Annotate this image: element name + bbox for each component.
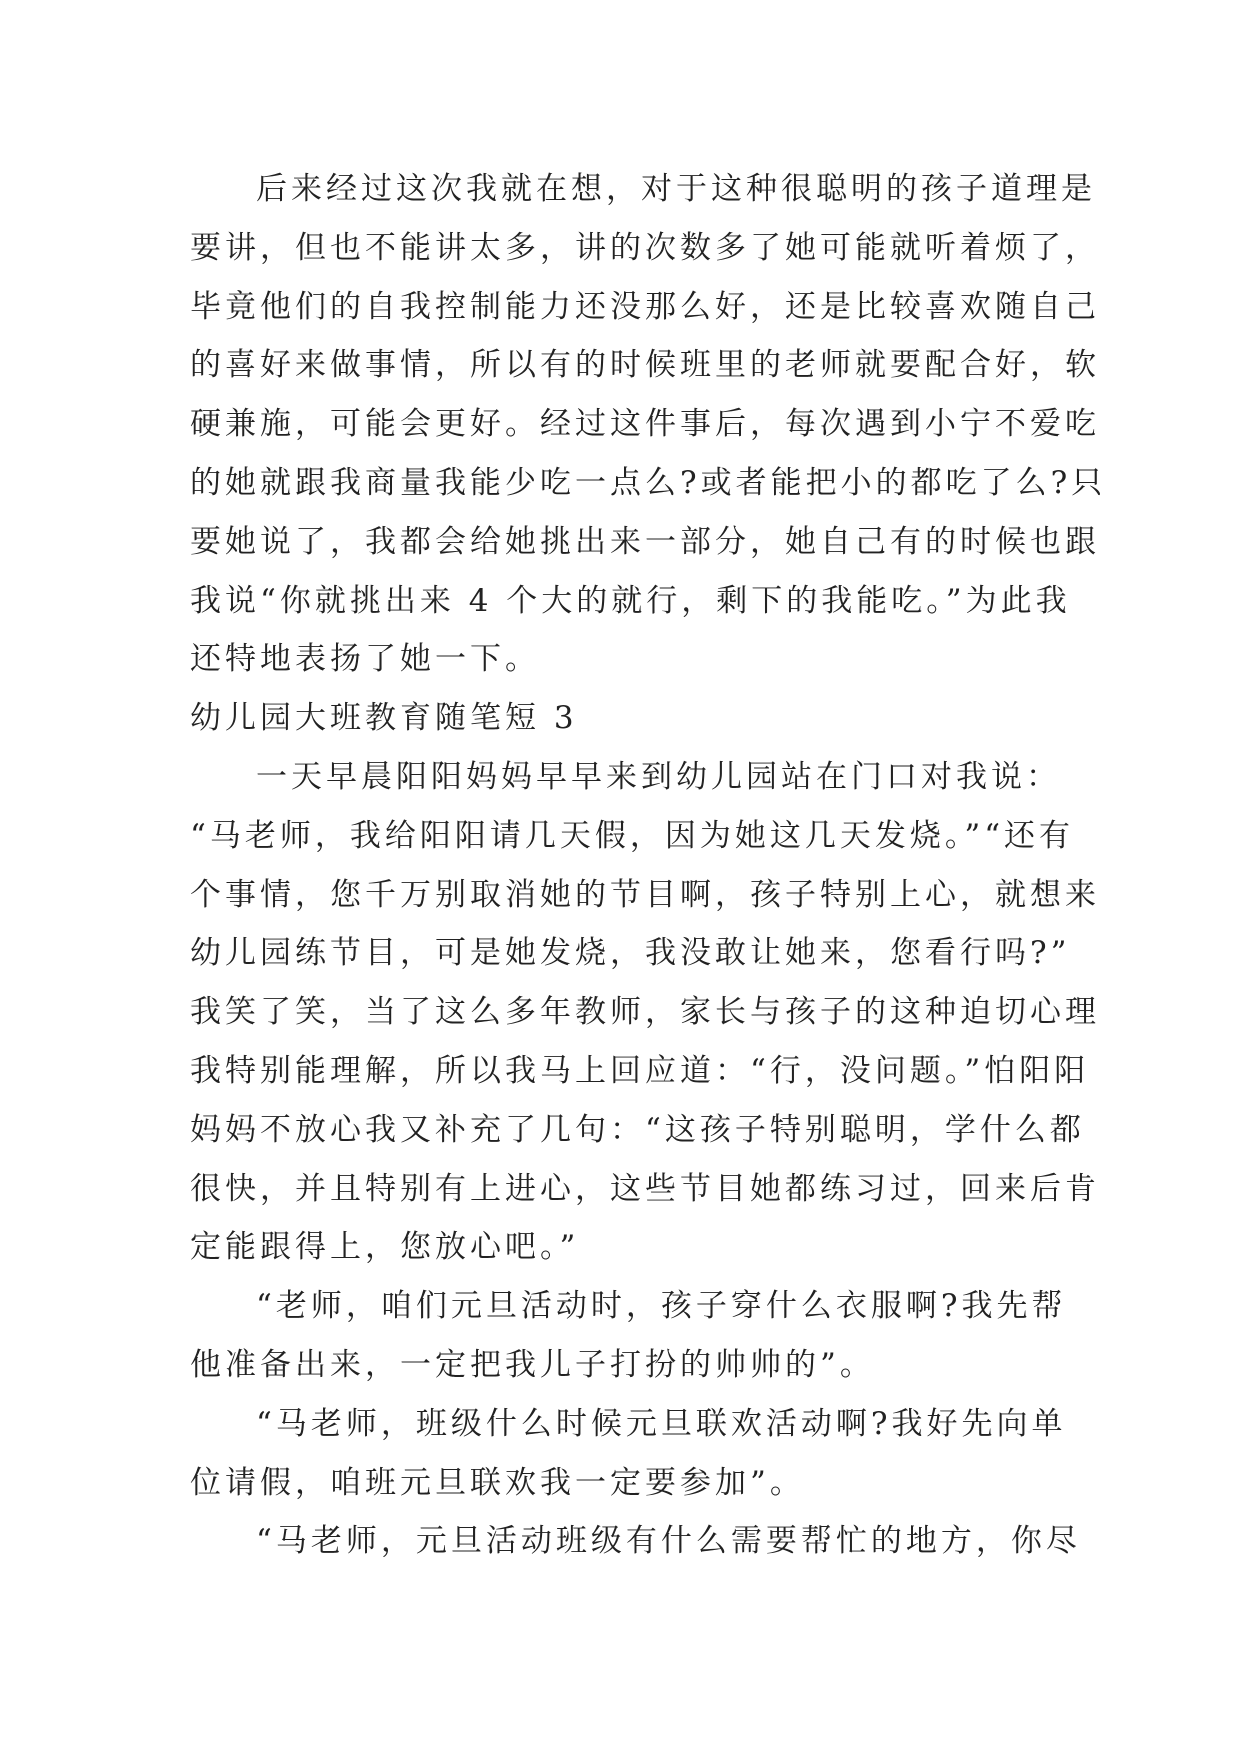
text-line: 的她就跟我商量我能少吃一点么?或者能把小的都吃了么?只 — [190, 464, 1107, 501]
text-line: 我笑了笑，当了这么多年教师，家长与孩子的这种迫切心理 — [190, 994, 1100, 1031]
text-line: 一天早晨阳阳妈妈早早来到幼儿园站在门口对我说： — [256, 758, 1061, 795]
text-line: 我特别能理解，所以我马上回应道：“行，没问题。”怕阳阳 — [190, 1052, 1090, 1089]
text-line: 很快，并且特别有上进心，这些节目她都练习过，回来后肯 — [190, 1170, 1100, 1207]
text-line: 幼儿园练节目，可是她发烧，我没敢让她来，您看行吗?” — [190, 935, 1071, 972]
text-line: 位请假，咱班元旦联欢我一定要参加”。 — [190, 1464, 805, 1501]
text-line: “马老师，班级什么时候元旦联欢活动啊?我好先向单 — [256, 1405, 1067, 1442]
text-line: 毕竟他们的自我控制能力还没那么好，还是比较喜欢随自己 — [190, 288, 1100, 325]
text-line: 要她说了，我都会给她挑出来一部分，她自己有的时候也跟 — [190, 523, 1100, 560]
text-line: “马老师，我给阳阳请几天假，因为她这几天发烧。”“还有 — [190, 817, 1075, 854]
text-line: 他准备出来，一定把我儿子打扮的帅帅的”。 — [190, 1346, 875, 1383]
text-line: 的喜好来做事情，所以有的时候班里的老师就要配合好，软 — [190, 347, 1100, 384]
text-line: 硬兼施，可能会更好。经过这件事后，每次遇到小宁不爱吃 — [190, 406, 1100, 443]
text-line: “马老师，元旦活动班级有什么需要帮忙的地方，你尽 — [256, 1523, 1081, 1560]
text-line: 定能跟得上，您放心吧。” — [190, 1229, 580, 1266]
text-line: 我说“你就挑出来 4 个大的就行，剩下的我能吃。”为此我 — [190, 582, 1071, 619]
document-body — [190, 160, 1107, 1571]
text-line: 妈妈不放心我又补充了几句：“这孩子特别聪明，学什么都 — [190, 1111, 1085, 1148]
text-line: “老师，咱们元旦活动时，孩子穿什么衣服啊?我先帮 — [256, 1288, 1067, 1325]
text-line: 要讲，但也不能讲太多，讲的次数多了她可能就听着烦了， — [190, 229, 1100, 266]
text-line: 还特地表扬了她一下。 — [190, 641, 540, 678]
text-line: 个事情，您千万别取消她的节目啊，孩子特别上心，就想来 — [190, 876, 1100, 913]
text-line: 幼儿园大班教育随笔短 3 — [190, 700, 578, 737]
text-line: 后来经过这次我就在想，对于这种很聪明的孩子道理是 — [256, 171, 1096, 207]
